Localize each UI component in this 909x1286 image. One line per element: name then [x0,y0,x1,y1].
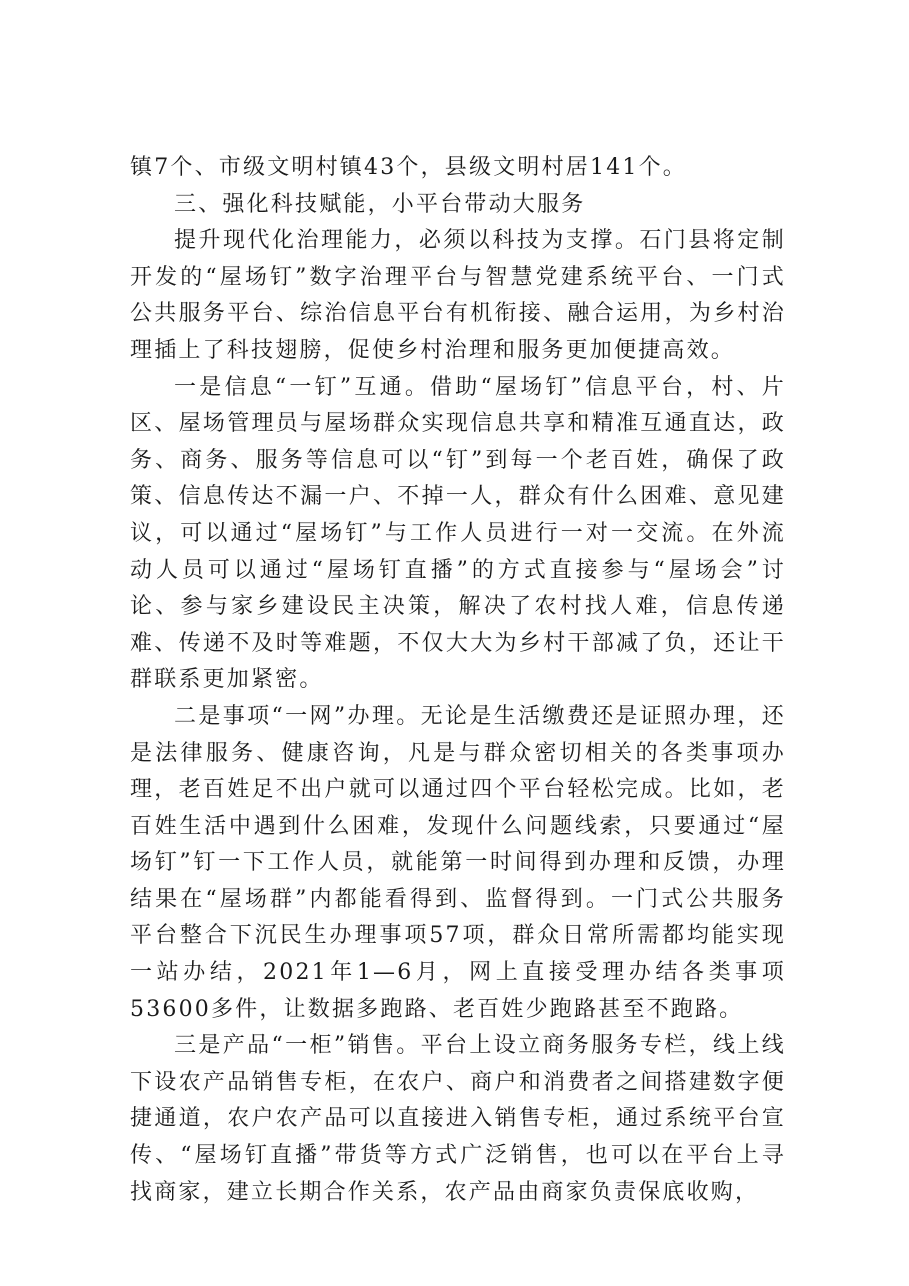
paragraph-continuation: 镇7个、市级文明村镇43个，县级文明村居141个。 [130,155,687,180]
paragraph-info-interconnect: 一是信息“一钉”互通。借助“屋场钉”信息平台，村、片区、屋场管理员与屋场群众实现信息共享和精准互通直达，政务、商务、服务等信息可以“钉”到每一个老百姓，确保了政策、信息传达不漏一户、不掉一人，群众有什么困难、意见建议，可以通过“屋场钉”与工作人员进行一对一交流。在外流动人员可以通过“屋场钉直播”的方式直接参与“屋场会”讨论、参与家乡建设民主决策，解决了农村找人难，信息传递难、传递不及时等难题，不仅大大为乡村干部减了负，还让干群联系更加紧密。 [130,374,786,693]
paragraph-intro: 提升现代化治理能力，必须以科技为支撑。石门县将定制开发的“屋场钉”数字治理平台与智慧党建系统平台、一门式公共服务平台、综治信息平台有机衔接、融合运用，为乡村治理插上了科技翅膀，促使乡村治理和服务更加便捷高效。 [130,228,786,363]
section-heading: 三、强化科技赋能，小平台带动大服务 [174,191,586,217]
paragraph-online-service: 二是事项“一网”办理。无论是生活缴费还是证照办理，还是法律服务、健康咨询，凡是与群众密切相关的各类事项办理，老百姓足不出户就可以通过四个平台轻松完成。比如，老百姓生活中遇到什么困难，发现什么问题线索，只要通过“屋场钉”钉一下工作人员，就能第一时间得到办理和反馈，办理结果在“屋场群”内都能看得到、监督得到。一门式公共服务平台整合下沉民生办理事项57项，群众日常所需都均能实现一站办结，2021年1—6月，网上直接受理办结各类事项53600多件，让数据多跑路、老百姓少跑路甚至不跑路。 [130,703,786,1022]
document-page [130,150,786,1211]
paragraph-product-sales: 三是产品“一柜”销售。平台上设立商务服务专栏，线上线下设农产品销售专柜，在农户、商户和消费者之间搭建数字便捷通道，农户农产品可以直接进入销售专柜，通过系统平台宣传、“屋场钉直播”带货等方式广泛销售，也可以在平台上寻找商家，建立长期合作关系，农产品由商家负责保底收购， [130,1033,786,1205]
